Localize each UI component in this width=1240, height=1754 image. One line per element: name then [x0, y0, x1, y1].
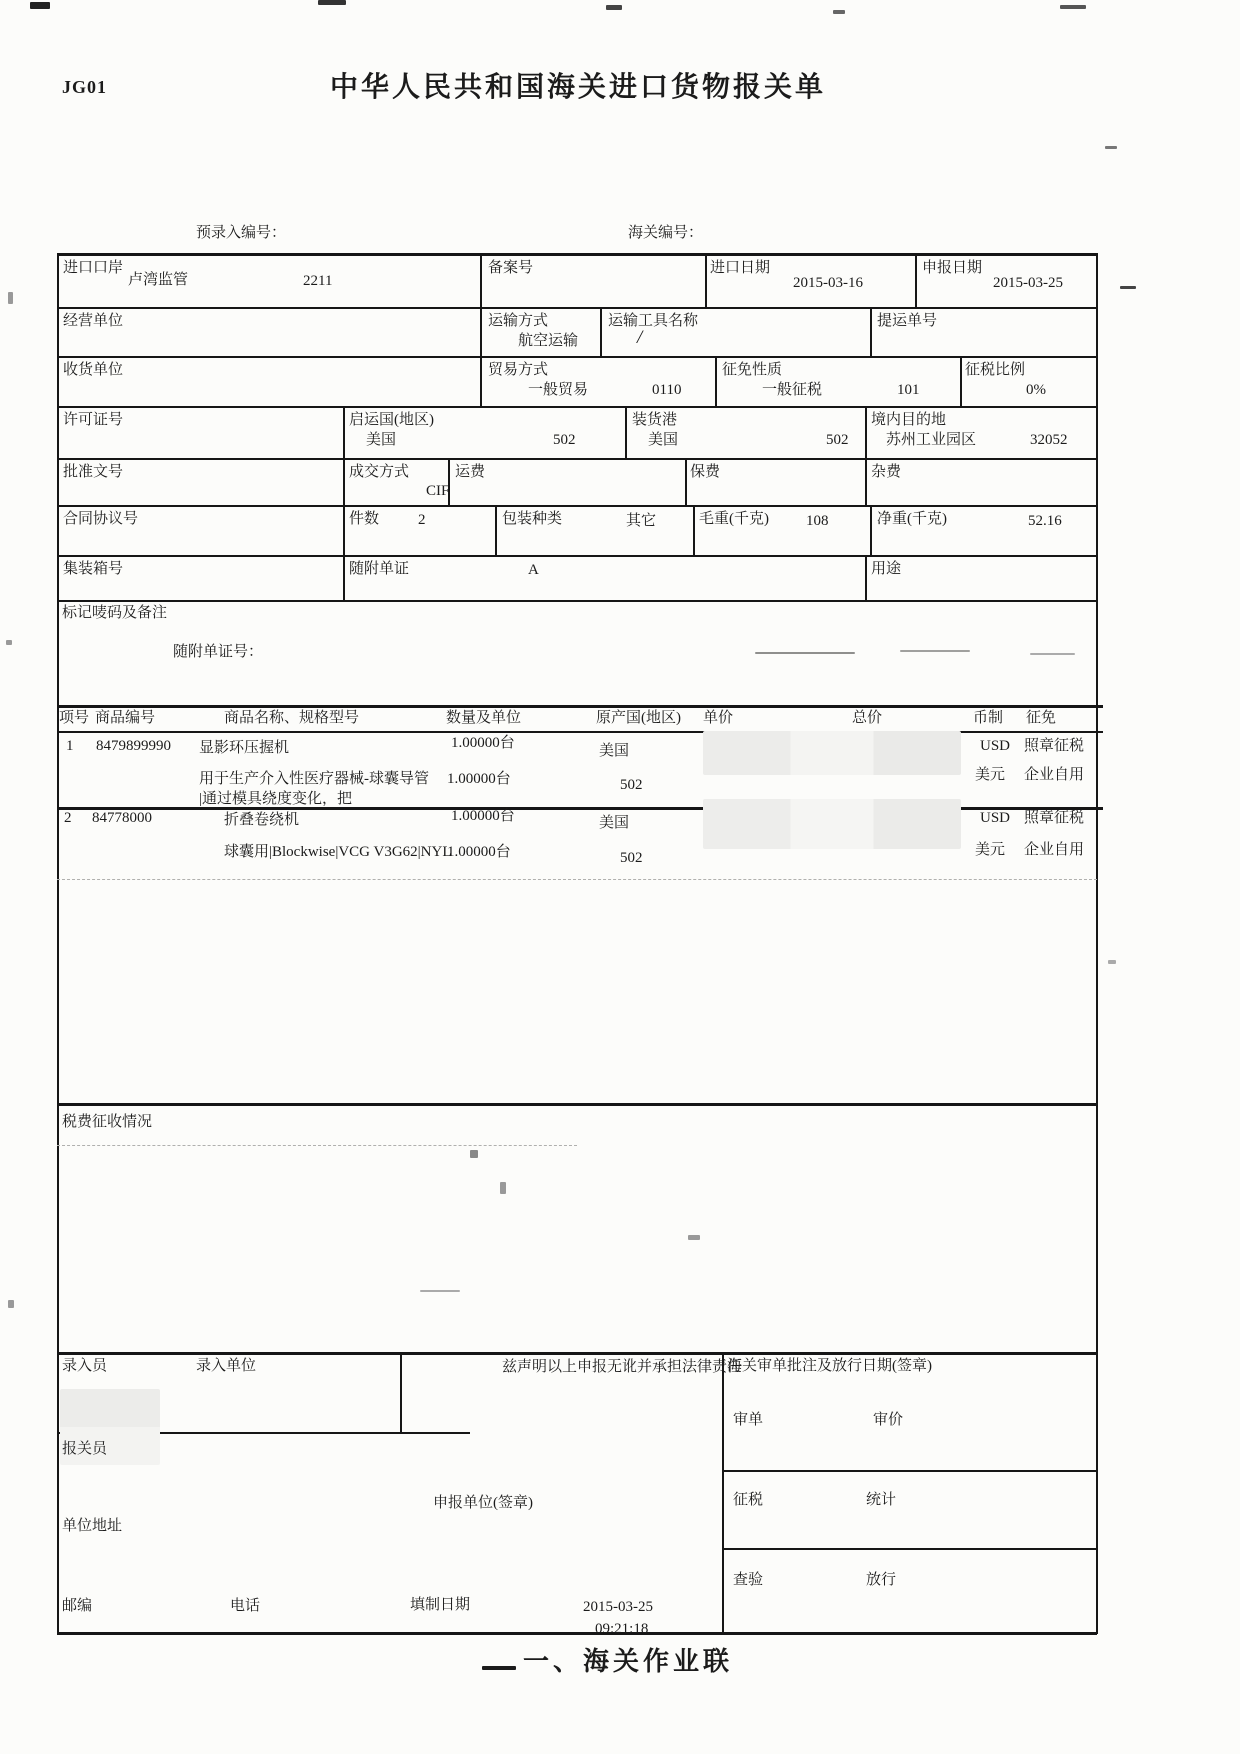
- license-no-label: 许可证号: [63, 412, 124, 428]
- freight-label: 运费: [455, 464, 486, 480]
- deal-terms-label: 成交方式: [349, 464, 410, 480]
- item2-levy2: 企业自用: [1024, 842, 1085, 858]
- departure-country-label: 启运国(地区): [349, 412, 434, 428]
- approval-no-label: 批准文号: [63, 464, 124, 480]
- misc-fees-label: 杂费: [871, 464, 902, 480]
- record-no-label: 备案号: [488, 260, 534, 276]
- scan-noise: [1105, 146, 1117, 149]
- footer-col-divider: [400, 1352, 402, 1432]
- inspection-label: 查验: [733, 1572, 764, 1588]
- item-col-currency: 币制: [973, 710, 1004, 726]
- destination-label: 境内目的地: [871, 412, 947, 428]
- operator-label: 经营单位: [63, 313, 124, 329]
- declare-date-label: 申报日期: [922, 260, 983, 276]
- scan-noise: [1108, 960, 1116, 964]
- item-table-border-top: [57, 705, 1103, 708]
- item1-origin-code: 502: [620, 777, 643, 793]
- insurance-label: 保费: [690, 464, 721, 480]
- table-border: [57, 555, 1097, 557]
- col-divider: [865, 406, 867, 505]
- item-col-levy: 征免: [1026, 710, 1057, 726]
- tax-section-label: 税费征收情况: [62, 1114, 153, 1130]
- copy-label: 一、海关作业联: [523, 1647, 734, 1676]
- entry-clerk-label: 录入员: [62, 1358, 108, 1374]
- destination-value: 苏州工业园区: [886, 432, 977, 448]
- page-title: 中华人民共和国海关进口货物报关单: [330, 72, 827, 103]
- item1-spec-qty: 1.00000台: [447, 771, 511, 787]
- item2-origin: 美国: [599, 815, 630, 831]
- item1-levy: 照章征税: [1024, 738, 1085, 754]
- scan-noise: [30, 2, 50, 9]
- import-date-value: 2015-03-16: [793, 275, 863, 291]
- item-col-unit-price: 单价: [703, 710, 734, 726]
- scan-noise: [318, 0, 346, 5]
- fill-time-value: 09:21:18: [595, 1621, 649, 1637]
- levy-tax-label: 征税: [733, 1492, 764, 1508]
- declare-date-value: 2015-03-25: [993, 275, 1063, 291]
- transport-mode-label: 运输方式: [488, 313, 549, 329]
- loading-port-value: 美国: [648, 432, 679, 448]
- table-border: [57, 458, 1097, 460]
- declaration-text: 兹声明以上申报无讹并承担法律责任: [502, 1359, 743, 1375]
- scan-noise: [470, 1150, 478, 1158]
- pre-entry-no-label: 预录入编号：: [196, 225, 287, 241]
- scan-noise: [57, 879, 1097, 880]
- col-divider: [693, 505, 695, 555]
- release-label: 放行: [866, 1572, 897, 1588]
- footer-table-border-top: [57, 1352, 1097, 1355]
- table-border: [57, 406, 1097, 408]
- transport-tool-value: /: [637, 327, 643, 348]
- gross-weight-label: 毛重(千克): [699, 511, 769, 527]
- departure-country-code: 502: [553, 432, 576, 448]
- consignee-label: 收货单位: [63, 362, 124, 378]
- item2-origin-code: 502: [620, 850, 643, 866]
- footer-right-divider: [722, 1470, 1097, 1472]
- attached-doc-no-label: 随附单证号：: [173, 644, 264, 660]
- net-weight-value: 52.16: [1028, 513, 1062, 529]
- review-price-label: 审价: [873, 1412, 904, 1428]
- table-border-top: [57, 253, 1097, 256]
- declare-unit-label: 申报单位(签章): [433, 1495, 533, 1511]
- item1-qty: 1.00000台: [451, 735, 515, 751]
- customs-endorse-label: 海关审单批注及放行日期(签章): [727, 1358, 932, 1374]
- table-border-right: [1096, 253, 1098, 1634]
- tax-ratio-value: 0%: [1026, 382, 1046, 398]
- postcode-label: 邮编: [62, 1598, 93, 1614]
- item2-spec: 球囊用|Blockwise|VCG V3G62|NYL: [224, 844, 452, 860]
- container-no-label: 集装箱号: [63, 561, 124, 577]
- col-divider: [625, 406, 627, 458]
- table-border: [57, 356, 1097, 358]
- phone-label: 电话: [230, 1598, 261, 1614]
- item2-spec-qty: 1.00000台: [447, 844, 511, 860]
- col-divider: [960, 356, 962, 406]
- scan-noise: [833, 10, 845, 14]
- levy-nature-value: 一般征税: [762, 382, 823, 398]
- tax-section-border-top: [57, 1103, 1097, 1106]
- scan-noise: [688, 1235, 700, 1240]
- transport-mode-value: 航空运输: [518, 333, 579, 349]
- destination-code: 32052: [1030, 432, 1068, 448]
- loading-port-code: 502: [826, 432, 849, 448]
- import-port-code: 2211: [303, 273, 333, 289]
- col-divider: [495, 505, 497, 555]
- gross-weight-value: 108: [806, 513, 829, 529]
- levy-nature-code: 101: [897, 382, 920, 398]
- footer-dash-artifact: [482, 1666, 516, 1670]
- packages-value: 2: [418, 512, 426, 528]
- scan-noise: [8, 1300, 14, 1308]
- scan-noise: [606, 5, 622, 10]
- marks-remarks-label: 标记唛码及备注: [62, 605, 168, 621]
- col-divider: [480, 253, 482, 406]
- table-border: [57, 505, 1097, 507]
- item-col-total-price: 总价: [852, 710, 883, 726]
- item-col-no: 项号: [59, 710, 90, 726]
- scan-noise: [420, 1290, 460, 1292]
- item1-spec-line2: |通过模具绕度变化，把: [199, 791, 353, 806]
- fill-date-value: 2015-03-25: [583, 1599, 653, 1615]
- pack-kind-label: 包装种类: [502, 511, 563, 527]
- net-weight-label: 净重(千克): [877, 511, 947, 527]
- scan-noise: [500, 1182, 506, 1194]
- item1-spec: 用于生产介入性医疗器械-球囊导管: [199, 771, 429, 787]
- item2-qty: 1.00000台: [451, 808, 515, 824]
- table-border: [57, 600, 1097, 602]
- item-col-name: 商品名称、规格型号: [224, 710, 360, 726]
- footer-right-divider: [722, 1548, 1097, 1550]
- item1-currency-cn: 美元: [975, 767, 1006, 783]
- scan-noise: [57, 1145, 577, 1146]
- scan-noise: [8, 292, 13, 304]
- import-port-value: 卢湾监管: [128, 272, 189, 288]
- col-divider: [870, 505, 872, 555]
- levy-nature-label: 征免性质: [722, 362, 783, 378]
- pack-kind-value: 其它: [626, 513, 657, 529]
- unit-address-label: 单位地址: [62, 1518, 123, 1534]
- scan-noise: [1060, 5, 1086, 9]
- item2-name: 折叠卷绕机: [224, 812, 300, 828]
- item2-code: 84778000: [92, 810, 152, 826]
- col-divider: [343, 406, 345, 600]
- deal-terms-value: CIF: [426, 483, 450, 499]
- tax-ratio-label: 征税比例: [965, 362, 1026, 378]
- col-divider: [600, 307, 602, 356]
- statistics-label: 统计: [866, 1492, 897, 1508]
- loading-port-label: 装货港: [632, 412, 678, 428]
- usage-label: 用途: [871, 561, 902, 577]
- transport-tool-label: 运输工具名称: [608, 313, 699, 329]
- table-border-bottom: [57, 1632, 1097, 1635]
- col-divider: [685, 458, 687, 505]
- scan-noise: [755, 652, 855, 654]
- redaction-unit-price-row1: [703, 731, 961, 775]
- item2-levy: 照章征税: [1024, 810, 1085, 826]
- departure-country-value: 美国: [366, 432, 397, 448]
- contract-no-label: 合同协议号: [63, 511, 139, 527]
- item2-no: 2: [64, 810, 72, 826]
- item-col-origin: 原产国(地区): [596, 710, 681, 726]
- col-divider: [915, 253, 917, 307]
- customs-no-label: 海关编号：: [628, 225, 704, 241]
- item1-origin: 美国: [599, 743, 630, 759]
- form-code: JG01: [62, 77, 108, 97]
- entry-unit-label: 录入单位: [196, 1358, 257, 1374]
- review-doc-label: 审单: [733, 1412, 764, 1428]
- item-col-code: 商品编号: [95, 710, 156, 726]
- broker-label: 报关员: [62, 1441, 108, 1457]
- table-border: [57, 307, 1097, 309]
- attached-docs-value: A: [528, 562, 539, 578]
- table-border-left: [57, 253, 59, 1634]
- attached-docs-label: 随附单证: [349, 561, 410, 577]
- col-divider: [870, 307, 872, 356]
- trade-mode-code: 0110: [652, 382, 682, 398]
- packages-label: 件数: [349, 511, 380, 527]
- item1-no: 1: [66, 738, 74, 754]
- item2-currency-cn: 美元: [975, 842, 1006, 858]
- bill-no-label: 提运单号: [877, 313, 938, 329]
- item1-currency: USD: [980, 738, 1011, 754]
- scan-noise: [1120, 286, 1136, 289]
- redaction-unit-price-row2: [703, 799, 961, 849]
- trade-mode-value: 一般贸易: [528, 382, 589, 398]
- item2-currency: USD: [980, 810, 1011, 826]
- trade-mode-label: 贸易方式: [488, 362, 549, 378]
- col-divider: [715, 356, 717, 406]
- col-divider: [705, 253, 707, 307]
- col-divider: [865, 555, 867, 600]
- import-date-label: 进口日期: [710, 260, 771, 276]
- item1-name: 显影环压握机: [199, 740, 290, 756]
- item1-levy2: 企业自用: [1024, 767, 1085, 783]
- scan-noise: [6, 640, 12, 645]
- footer-col-divider: [722, 1352, 724, 1632]
- import-port-label: 进口口岸: [63, 260, 124, 276]
- fill-date-label: 填制日期: [410, 1597, 471, 1613]
- scan-noise: [900, 650, 970, 652]
- item-col-qty: 数量及单位: [446, 710, 522, 726]
- scan-noise: [1030, 653, 1075, 655]
- item1-code: 8479899990: [96, 738, 171, 754]
